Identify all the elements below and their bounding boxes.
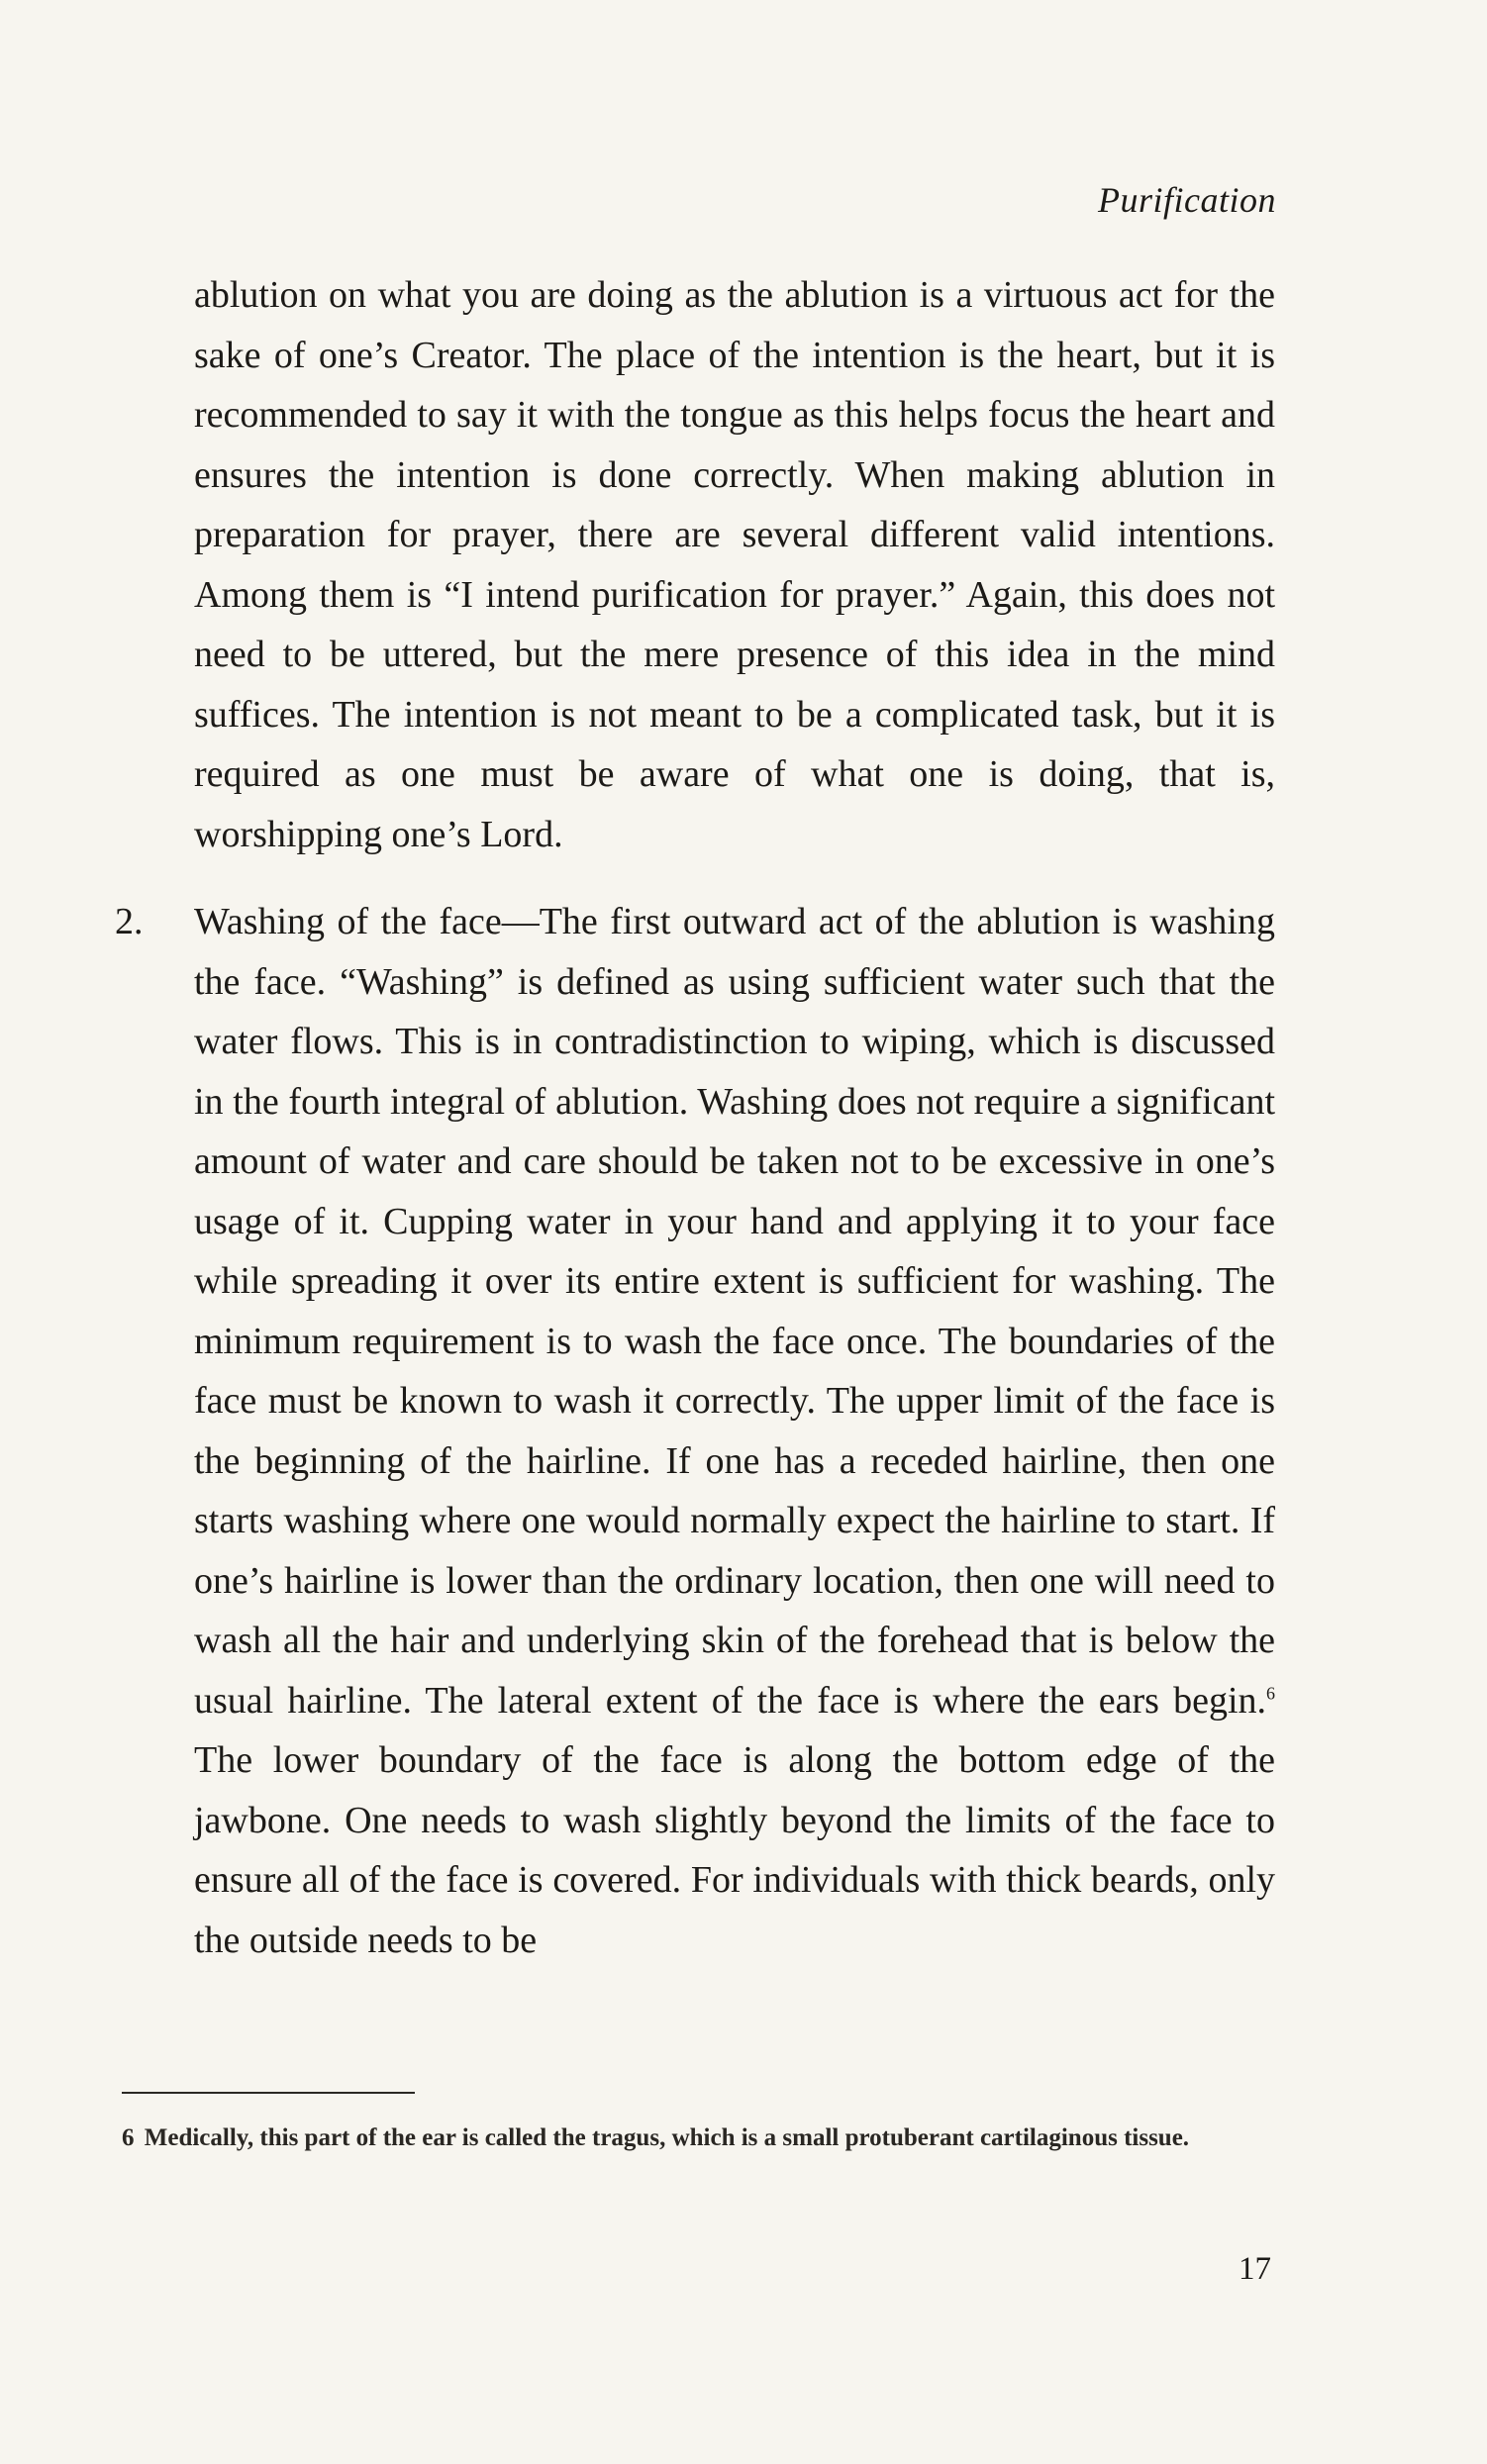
footnote	[122, 2119, 1275, 2158]
list-item-washing-face	[115, 892, 1275, 1970]
running-head: Purification	[1098, 180, 1276, 220]
paragraph-intention: ablution on what you are doing as the ablution is a virtuous act for the sake of one’s Creator. The place of the intention is the heart, but it is recommended to say it with the tongue as this helps focus the heart and ensures the intention is done correctly. When making ablution in preparation for prayer, there are several different valid intentions. Among them is “I intend purification for prayer.” Again, this does not need to be uttered, but the mere presence of this idea in the mind suffices. The intention is not meant to be a complicated task, but it is required as one must be aware of what one is doing, that is, worshipping one’s Lord.	[194, 274, 1275, 855]
footnote-reference[interactable]: 6	[1266, 1682, 1275, 1703]
footnote-number: 6	[122, 2124, 135, 2151]
list-item-text	[194, 892, 1275, 1970]
list-item-number: 2.	[115, 901, 144, 942]
footnote-divider	[122, 2092, 415, 2094]
footnote-text: Medically, this part of the ear is called the tragus, which is a small protuberant cartilaginous tissue.	[144, 2124, 1190, 2151]
list-item-text-part-1: Washing of the face—The first outward act of the ablution is washing the face. “Washing” is defined as using sufficient water such that the water flows. This is in contradistinction to wiping, which is discussed in the fourth integral of ablution. Washing does not require a significant amount of water and care should be taken not to be excessive in one’s usage of it. Cupping water in your hand and applying it to your face while spreading it over its entire extent is sufficient for washing. The minimum requirement is to wash the face once. The boundaries of the face must be known to wash it correctly. The upper limit of the face is the beginning of the hairline. If one has a receded hairline, then one starts washing where one would normally expect the hairline to start. If one’s hairline is lower than the ordinary location, then one will need to wash all the hair and underlying skin of the forehead that is below the usual hairline. The lateral extent of the face is where the ears begin.	[194, 901, 1275, 1722]
body-text	[115, 265, 1275, 1970]
list-item-text-part-2: The lower boundary of the face is along the bottom edge of the jawbone. One needs to wash slightly beyond the limits of the face to ensure all of the face is covered. For individuals with thick beards, only the outside needs to be	[194, 1739, 1275, 1961]
page-number: 17	[1239, 2251, 1271, 2287]
